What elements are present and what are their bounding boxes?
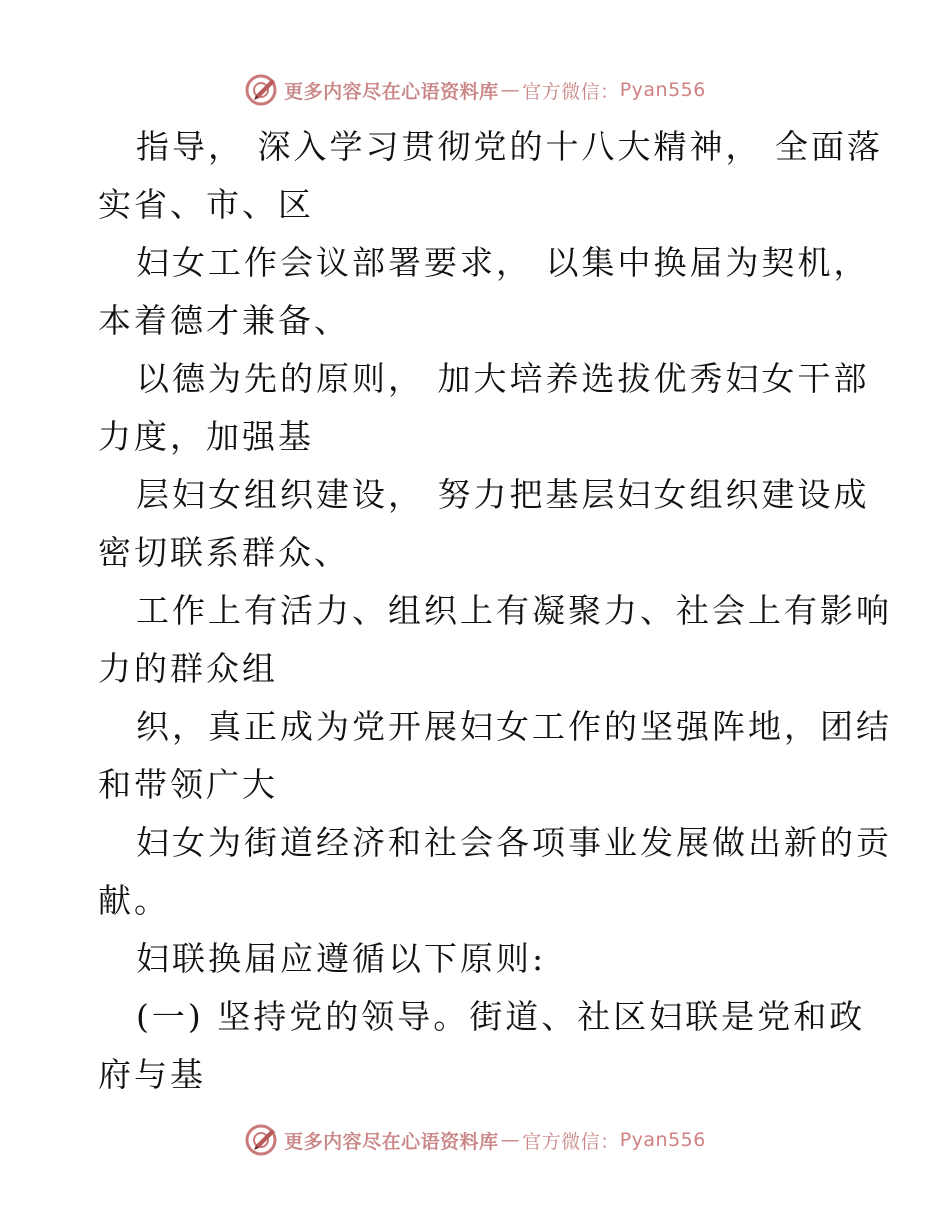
text-line: (一) 坚持党的领导。街道、社区妇联是党和政 (136, 997, 866, 1036)
watermark-account: Pyan556 (619, 1129, 706, 1151)
footer-watermark (0, 1120, 950, 1160)
pen-logo-icon (244, 1123, 278, 1157)
watermark-dash: — (500, 1129, 521, 1151)
pen-logo-icon (244, 73, 278, 107)
text-line: 府与基 (98, 1055, 206, 1094)
text-line: 实省、市、区 (98, 185, 314, 224)
text-line: 妇女为街道经济和社会各项事业发展做出新的贡 (136, 823, 892, 862)
document-body (98, 118, 892, 1104)
text-line: 密切联系群众、 (98, 533, 350, 572)
text-line: 妇女工作会议部署要求， 以集中换届为契机， (136, 243, 870, 282)
text-line: 和带领广大 (98, 765, 278, 804)
text-line: 工作上有活力、组织上有凝聚力、社会上有影响 (136, 591, 892, 630)
watermark-brand: 更多内容尽在心语资料库 (284, 1130, 499, 1153)
text-line: 妇联换届应遵循以下原则: (136, 939, 547, 978)
header-watermark (0, 70, 950, 110)
watermark-dash: — (500, 79, 521, 101)
text-line: 层妇女组织建设， 努力把基层妇女组织建设成 (136, 475, 870, 514)
text-line: 本着德才兼备、 (98, 301, 350, 340)
text-line: 织，真正成为党开展妇女工作的坚强阵地，团结 (136, 707, 892, 746)
text-line: 献。 (98, 881, 170, 920)
watermark-label: 官方微信： (522, 1130, 620, 1153)
watermark-label: 官方微信： (522, 80, 620, 103)
text-line: 力度，加强基 (98, 417, 314, 456)
text-line: 力的群众组 (98, 649, 278, 688)
watermark-account: Pyan556 (619, 79, 706, 101)
text-line: 以德为先的原则， 加大培养选拔优秀妇女干部 (136, 359, 870, 398)
text-line: 指导， 深入学习贯彻党的十八大精神， 全面落 (136, 127, 883, 166)
watermark-brand: 更多内容尽在心语资料库 (284, 80, 499, 103)
